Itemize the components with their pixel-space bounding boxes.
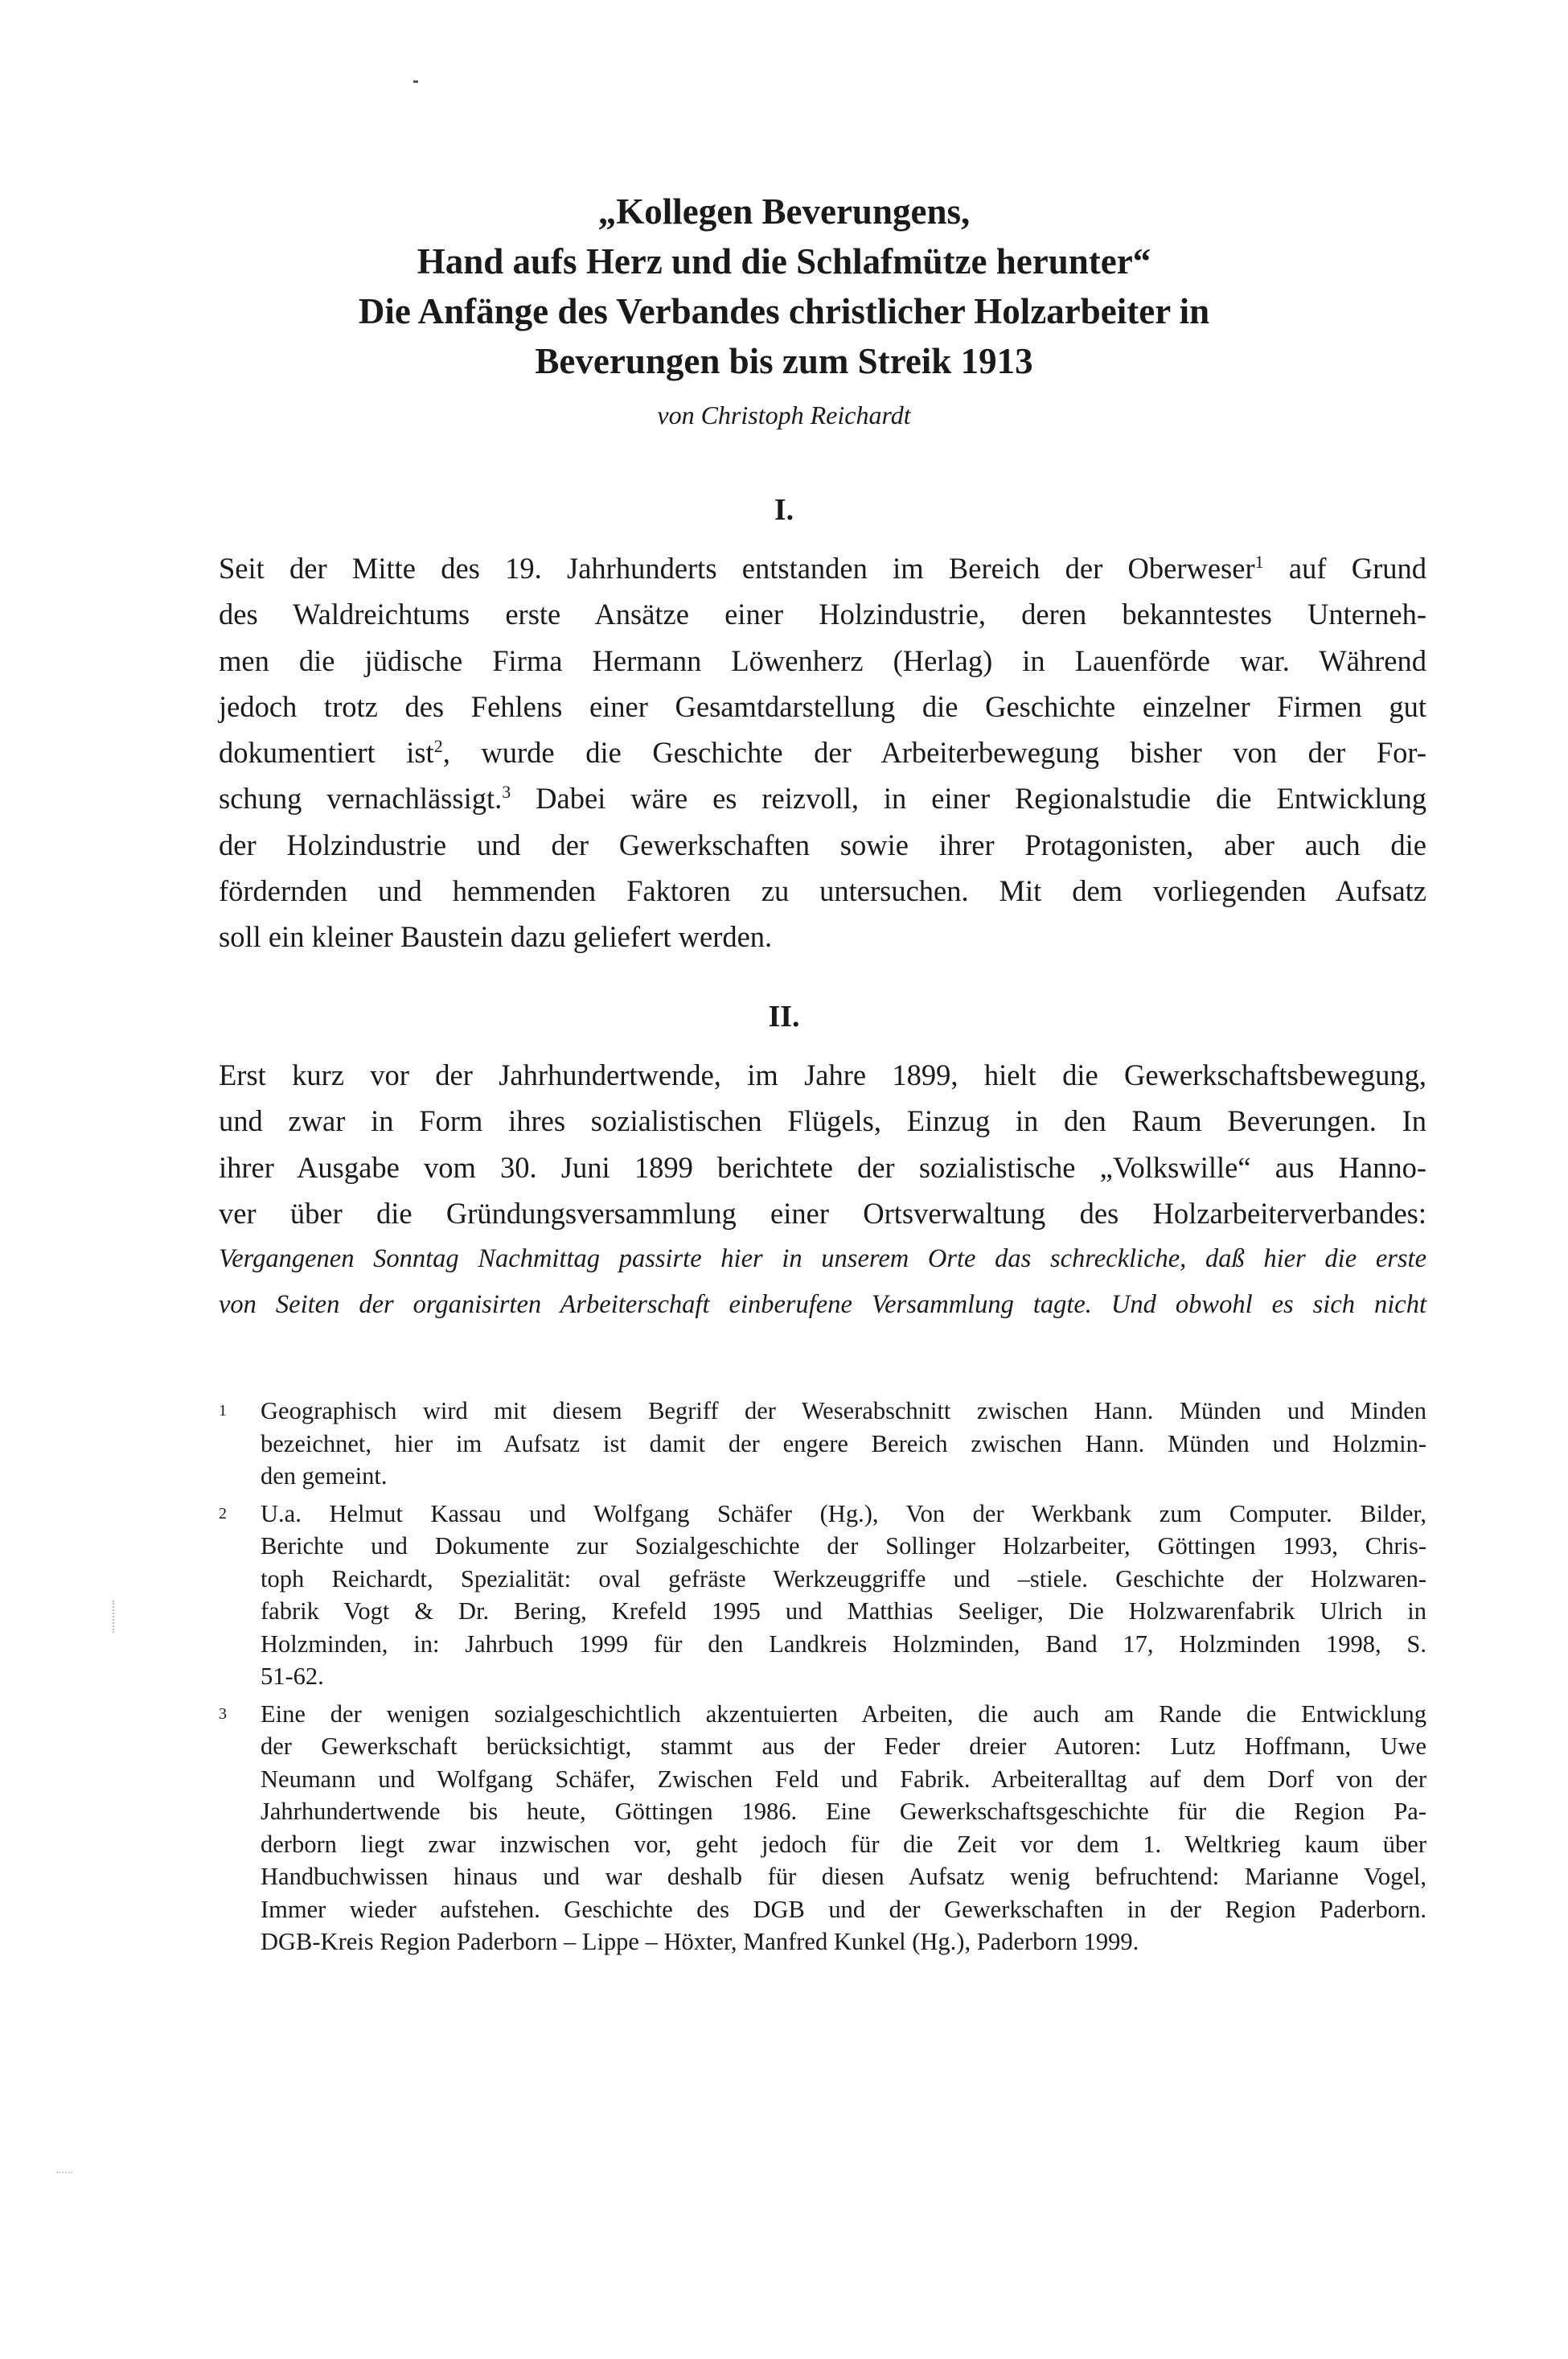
footnote-number: 1 — [219, 1402, 227, 1420]
section-heading-1: I. — [774, 493, 794, 527]
text-line: Erst kurz vor der Jahrhundertwende, im Jahre 1899, hielt die Gewerkschaftsbewegung, — [219, 1058, 1426, 1091]
text-line: soll ein kleiner Baustein dazu geliefert werden. — [219, 920, 773, 954]
footnote-line: Berichte und Dokumente zur Sozialgeschichte der Sollinger Holzarbeiter, Göttingen 1993, Chris- — [261, 1532, 1426, 1560]
scan-mark — [413, 80, 418, 83]
text-line: fördernden und hemmenden Faktoren zu untersuchen. Mit dem vorliegenden Aufsatz — [219, 874, 1426, 908]
scan-artifact — [56, 2172, 72, 2176]
footnote-ref-3[interactable]: 3 — [502, 782, 511, 803]
footnote-ref-1[interactable]: 1 — [1254, 551, 1264, 572]
section-2-text — [219, 1052, 1426, 1329]
footnote-line: den gemeint. — [261, 1462, 388, 1490]
footnote-number: 2 — [219, 1504, 227, 1523]
section-heading-2: II. — [768, 1000, 800, 1034]
title-line-3: Die Anfänge des Verbandes christlicher Holzarbeiter in — [358, 291, 1210, 331]
text-line: der Holzindustrie und der Gewerkschaften sowie ihrer Protagonisten, aber auch die — [219, 828, 1426, 861]
footnote-line: der Gewerkschaft berücksichtigt, stammt aus der Feder dreier Autoren: Lutz Hoffmann, Uwe — [261, 1732, 1426, 1760]
text-line: jedoch trotz des Fehlens einer Gesamtdarstellung die Geschichte einzelner Firmen gut — [219, 689, 1426, 723]
footnote-line: Geographisch wird mit diesem Begriff der Weserabschnitt zwischen Hann. Münden und Minden — [261, 1397, 1426, 1424]
footnote-line: Neumann und Wolfgang Schäfer, Zwischen Feld und Fabrik. Arbeiteralltag auf dem Dorf von der — [261, 1765, 1426, 1793]
quote-line: Vergangenen Sonntag Nachmittag passirte hier in unserem Orte das schreckliche, daß hier die erste — [219, 1244, 1426, 1274]
article-title — [0, 187, 1568, 386]
footnote-line: Handbuchwissen hinaus und war deshalb für diesen Aufsatz wenig befruchtend: Marianne Vogel, — [261, 1863, 1426, 1890]
footnote-line: Eine der wenigen sozialgeschichtlich akzentuierten Arbeiten, die auch am Rande die Entwicklung — [261, 1699, 1426, 1728]
text-line: des Waldreichtums erste Ansätze einer Holzindustrie, deren bekanntestes Unterneh- — [219, 598, 1426, 631]
footnote-number: 3 — [219, 1704, 227, 1723]
footnote-line: Immer wieder aufstehen. Geschichte des DGB und der Gewerkschaften in der Region Paderborn. — [261, 1895, 1426, 1923]
footnote-line: U.a. Helmut Kassau und Wolfgang Schäfer (Hg.), Von der Werkbank zum Computer. Bilder, — [261, 1499, 1426, 1527]
scan-artifact — [113, 1601, 117, 1633]
footnote-line: Holzminden, in: Jahrbuch 1999 für den Landkreis Holzminden, Band 17, Holzminden 1998, S. — [261, 1630, 1426, 1658]
title-line-2: Hand aufs Herz und die Schlafmütze herunter“ — [417, 241, 1151, 282]
footnote-line: derborn liegt zwar inzwischen vor, geht jedoch für die Zeit vor dem 1. Weltkrieg kaum über — [261, 1830, 1426, 1858]
text-line: ver über die Gründungsversammlung einer Ortsverwaltung des Holzarbeiterverbandes: — [219, 1196, 1426, 1230]
footnote-line: toph Reichardt, Spezialität: oval gefräste Werkzeuggriffe und –stiele. Geschichte der Holzwaren- — [261, 1564, 1426, 1593]
text-line: dokumentiert ist$^2$, wurde die Geschichte der Arbeiterbewegung bisher von der For- — [219, 736, 1426, 770]
footnote-3 — [219, 1698, 1426, 1958]
footnote-1 — [219, 1395, 1426, 1493]
footnotes — [219, 1395, 1426, 1963]
footnote-line: 51-62. — [261, 1662, 324, 1690]
footnote-line: Jahrhundertwende bis heute, Göttingen 1986. Eine Gewerkschaftsgeschichte für die Region Pa- — [261, 1798, 1426, 1825]
footnote-line: fabrik Vogt & Dr. Bering, Krefeld 1995 und Matthias Seeliger, Die Holzwarenfabrik Ulrich in — [261, 1597, 1426, 1625]
footnote-ref-2[interactable]: 2 — [433, 736, 443, 757]
title-line-4: Beverungen bis zum Streik 1913 — [535, 341, 1033, 381]
footnote-line: DGB-Kreis Region Paderborn – Lippe – Höxter, Manfred Kunkel (Hg.), Paderborn 1999. — [261, 1928, 1139, 1955]
title-line-1: „Kollegen Beverungens, — [597, 191, 971, 232]
text-line: men die jüdische Firma Hermann Löwenherz (Herlag) in Lauenförde war. Während — [219, 643, 1426, 677]
text-line: Seit der Mitte des 19. Jahrhunderts entstanden im Bereich der Oberweser$^1$ auf Grund — [219, 551, 1426, 585]
author-byline: von Christoph Reichardt — [657, 401, 911, 429]
section-1-text — [219, 545, 1426, 960]
text-line: ihrer Ausgabe vom 30. Juni 1899 berichtete der sozialistische „Volkswille“ aus Hanno- — [219, 1150, 1426, 1184]
text-line: und zwar in Form ihres sozialistischen Flügels, Einzug in den Raum Beverungen. In — [219, 1104, 1426, 1138]
footnote-2 — [219, 1498, 1426, 1693]
text-line: schung vernachlässigt.$^3$ Dabei wäre es reizvoll, in einer Regionalstudie die Entwicklung — [219, 782, 1426, 816]
quote-line: von Seiten der organisirten Arbeiterschaft einberufene Versammlung tagte. Und obwohl es sich nicht — [219, 1290, 1426, 1320]
footnote-line: bezeichnet, hier im Aufsatz ist damit der engere Bereich zwischen Hann. Münden und Holzmin- — [261, 1429, 1426, 1457]
